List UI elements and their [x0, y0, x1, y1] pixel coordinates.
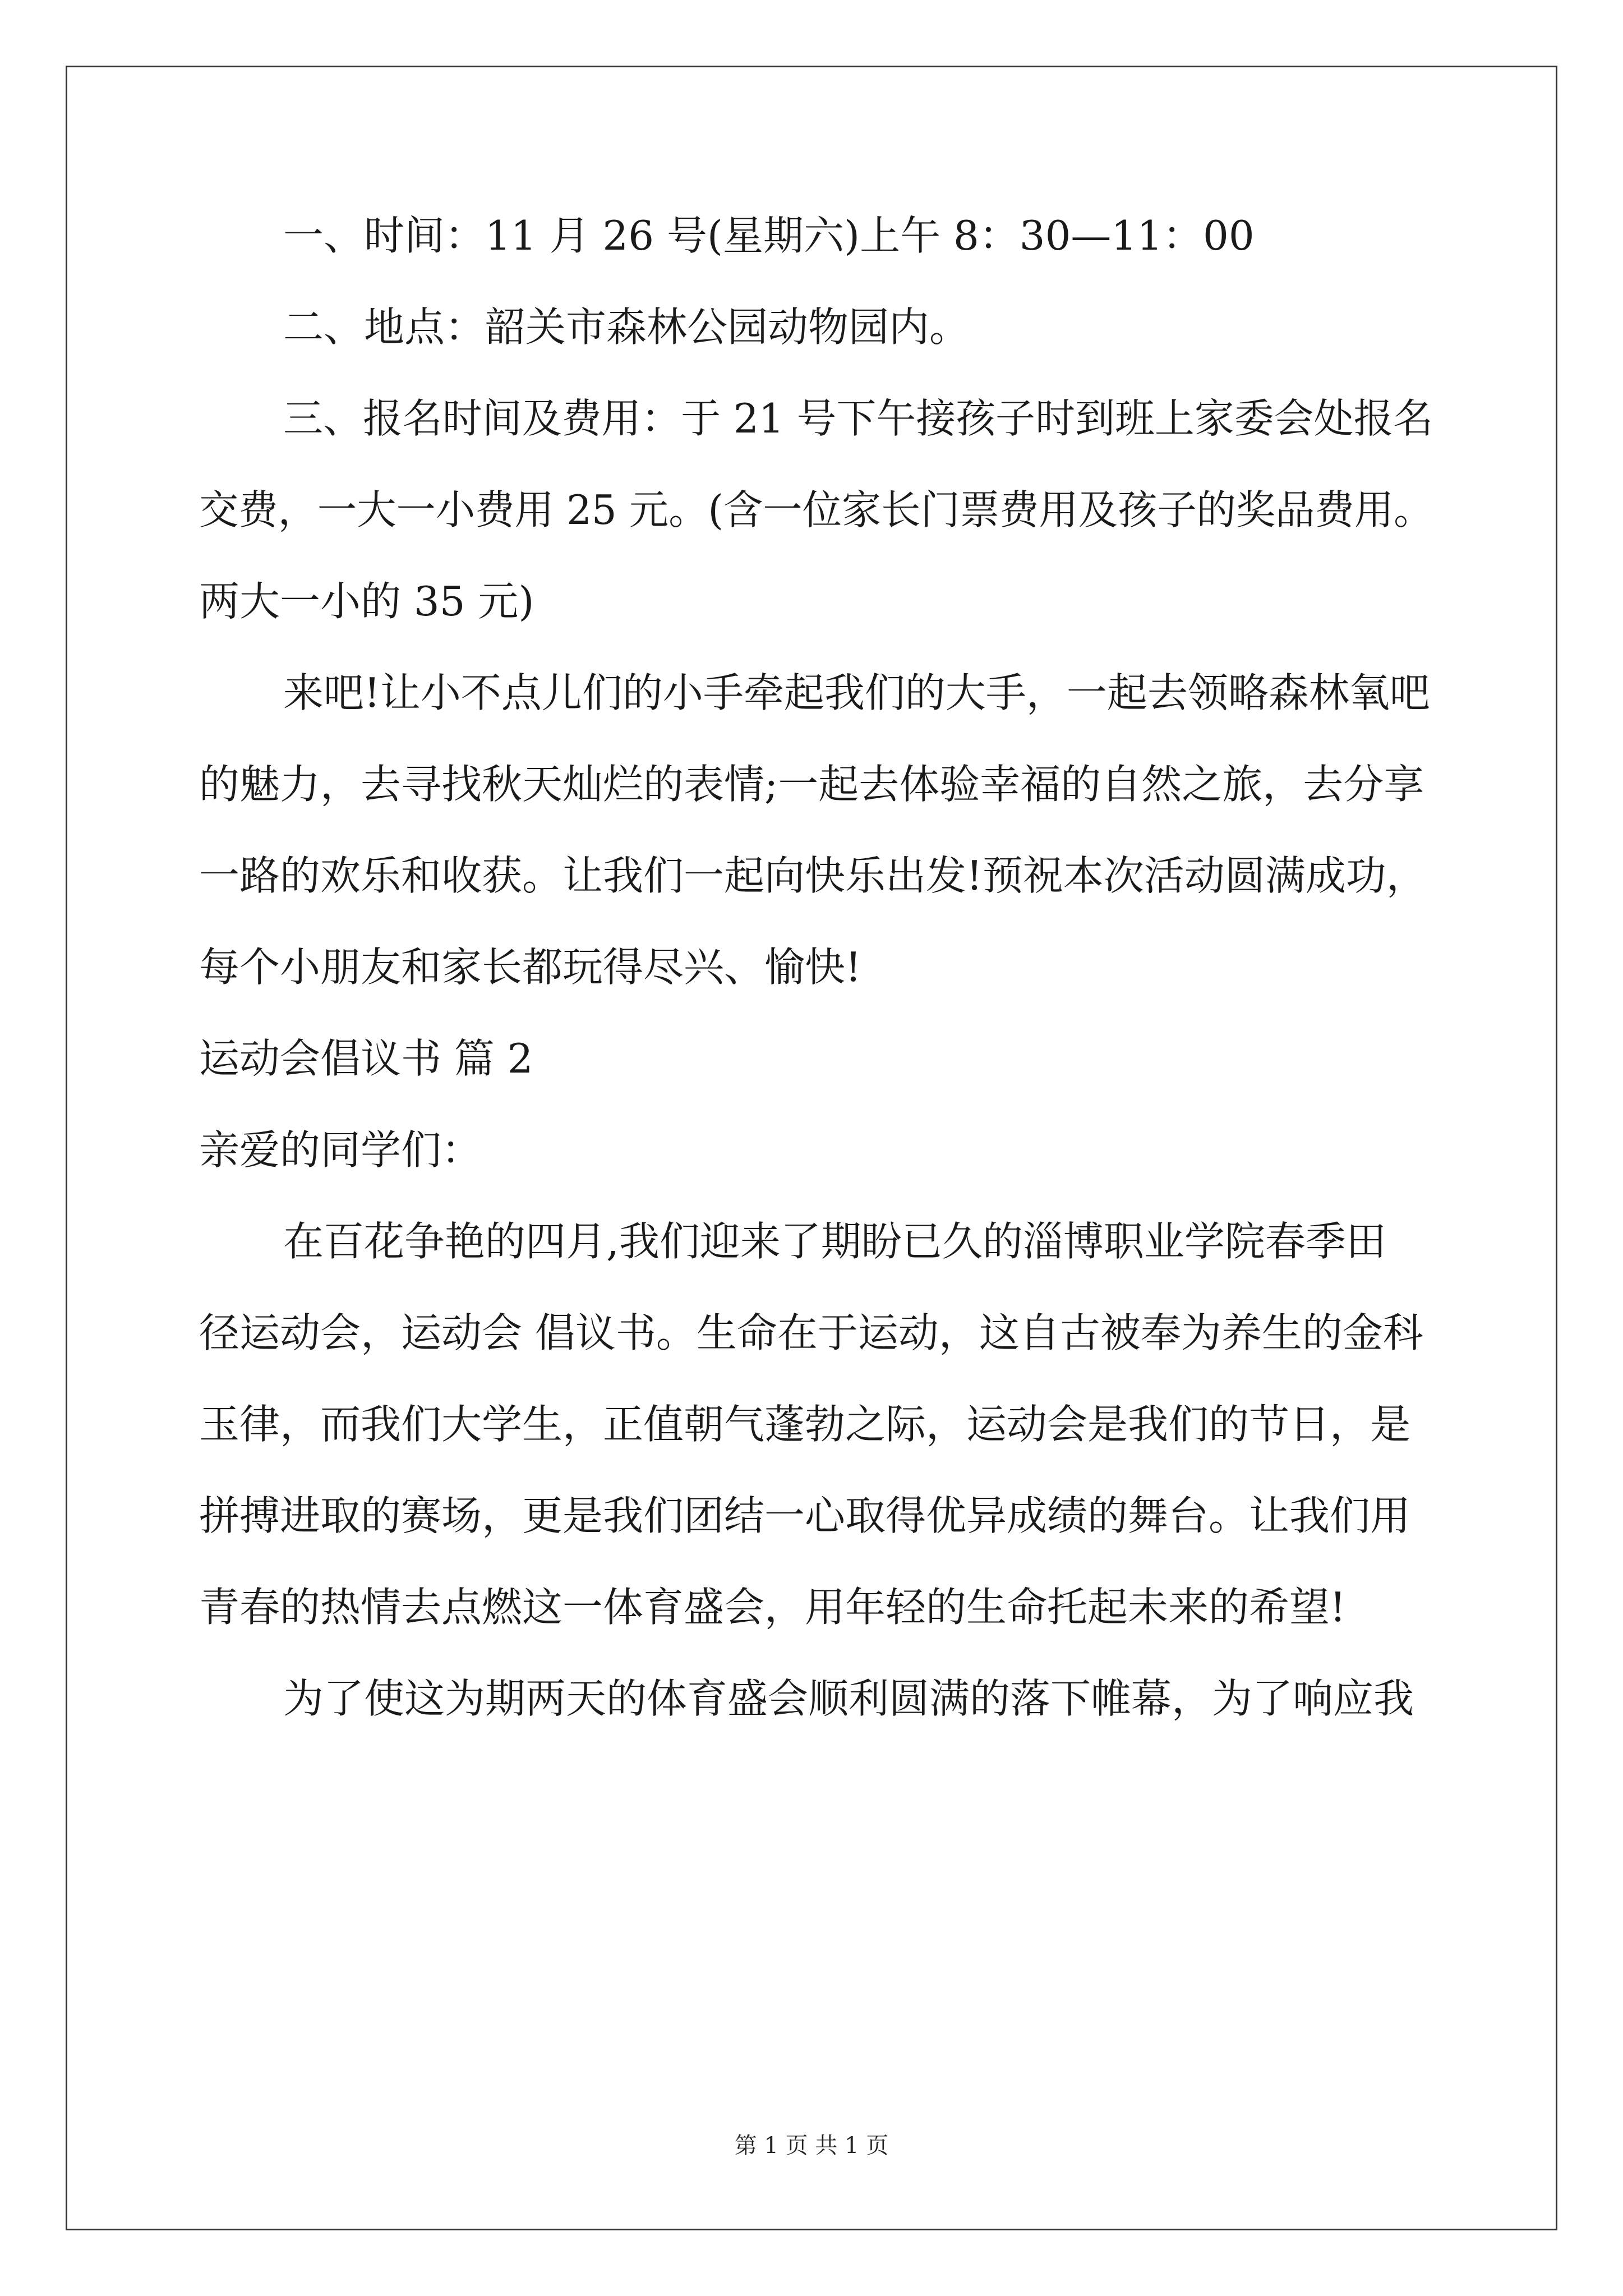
- paragraph-line: 二、地点：韶关市森林公园动物园内。: [283, 303, 970, 351]
- paragraph-line: 为了使这为期两天的体育盛会顺利圆满的落下帷幕，为了响应我: [283, 1675, 1414, 1722]
- paragraph-line: 玉律，而我们大学生，正值朝气蓬勃之际，运动会是我们的节日，是: [199, 1401, 1411, 1448]
- section-heading: 运动会倡议书 篇 2: [199, 1035, 533, 1082]
- page-footer: 第 1 页 共 1 页: [734, 2133, 889, 2159]
- paragraph-line: 交费，一大一小费用 25 元。(含一位家长门票费用及孩子的奖品费用。: [199, 486, 1433, 533]
- paragraph-line: 一、时间：11 月 26 号(星期六)上午 8：30—11：00: [283, 212, 1255, 259]
- paragraph-line: 来吧!让小不点儿们的小手牵起我们的大手，一起去领略森林氧吧: [283, 669, 1430, 716]
- salutation: 亲爱的同学们：: [199, 1126, 482, 1174]
- paragraph-line: 径运动会，运动会 倡议书。生命在于运动，这自古被奉为养生的金科: [199, 1309, 1423, 1356]
- paragraph-line: 青春的热情去点燃这一体育盛会，用年轻的生命托起未来的希望!: [199, 1584, 1346, 1631]
- paragraph-line: 的魅力，去寻找秋天灿烂的表情;一起去体验幸福的自然之旅，去分享: [199, 761, 1424, 808]
- paragraph-line: 三、报名时间及费用：于 21 号下午接孩子时到班上家委会处报名: [283, 395, 1433, 442]
- paragraph-line: 在百花争艳的四月,我们迎来了期盼已久的淄博职业学院春季田: [283, 1218, 1386, 1265]
- paragraph-line: 两大一小的 35 元): [199, 578, 534, 625]
- paragraph-line: 每个小朋友和家长都玩得尽兴、愉快!: [199, 944, 861, 991]
- paragraph-line: 拼搏进取的赛场，更是我们团结一心取得优异成绩的舞台。让我们用: [199, 1492, 1411, 1539]
- paragraph-line: 一路的欢乐和收获。让我们一起向快乐出发!预祝本次活动圆满成功，: [199, 852, 1427, 899]
